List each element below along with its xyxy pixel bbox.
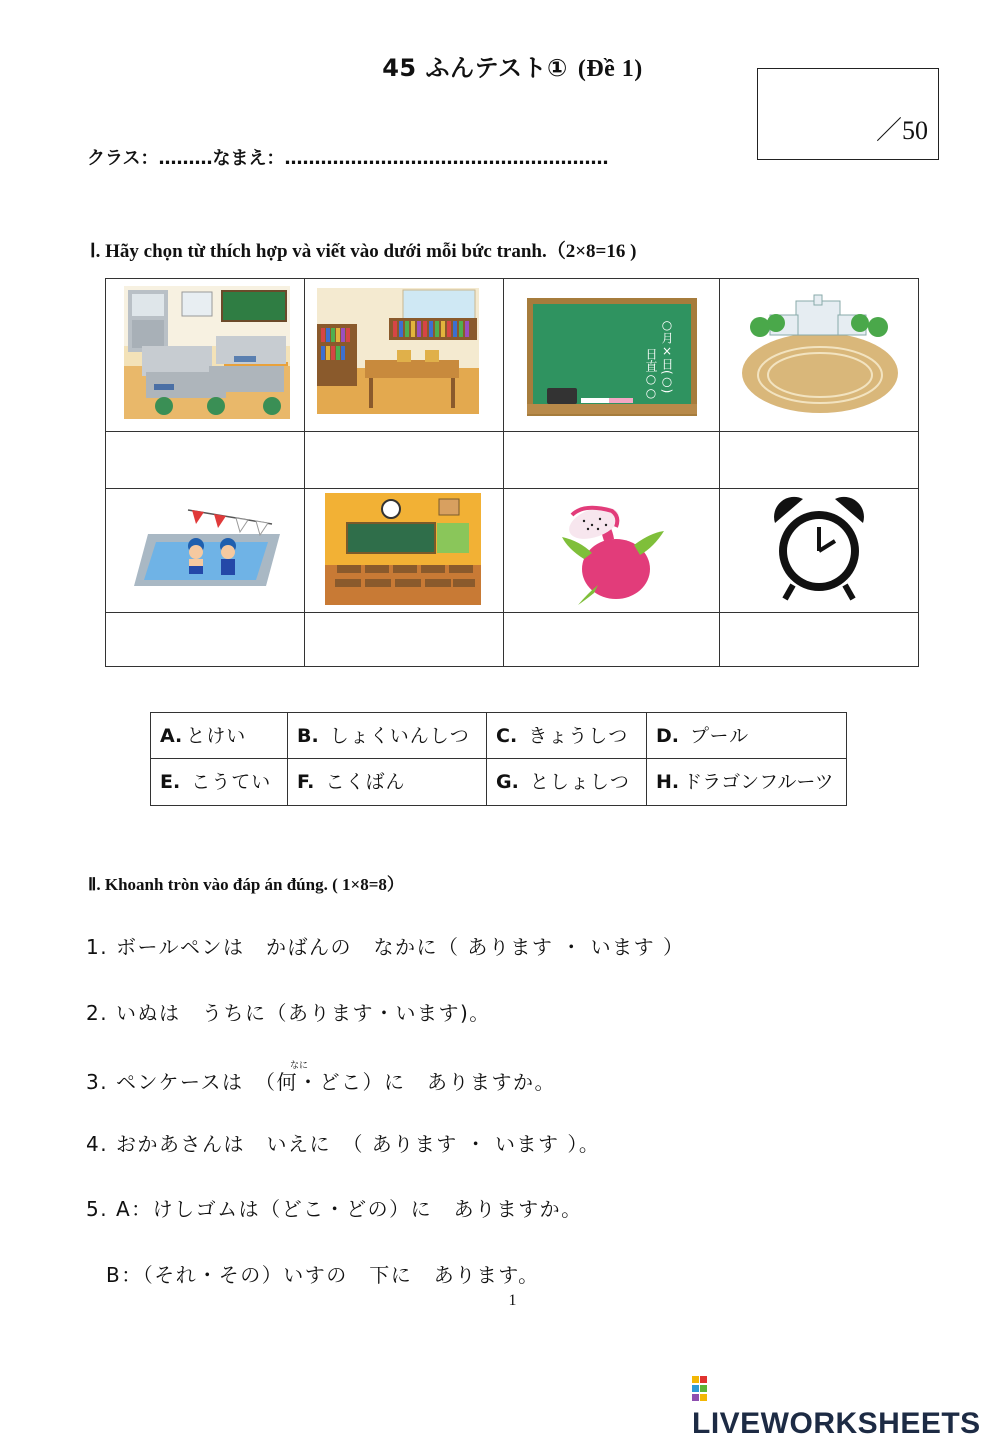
- question-2: 2. いぬは うちに（あります・います)。: [86, 1001, 491, 1025]
- question-3-ruby: なに: [290, 1061, 309, 1071]
- option-c: C. きょうしつ: [496, 725, 629, 747]
- answer-cell-8[interactable]: [720, 613, 918, 666]
- option-a: A. とけい: [160, 725, 247, 747]
- blackboard-image: [527, 298, 697, 416]
- option-f: F. こくばん: [297, 771, 406, 793]
- option-b: B. しょくいんしつ: [297, 725, 470, 747]
- liveworksheets-brand[interactable]: [692, 1373, 1000, 1441]
- word-options-table: [150, 712, 847, 806]
- section2-heading: Ⅱ. Khoanh tròn vào đáp án đúng. ( 1×8=8）: [88, 875, 404, 894]
- blackboard-duty-text: 日直○○: [644, 348, 658, 400]
- option-e: E. こうてい: [160, 771, 272, 793]
- answer-cell-5[interactable]: [106, 613, 304, 666]
- score-text: ／50: [875, 116, 928, 145]
- answer-cell-7[interactable]: [504, 613, 719, 666]
- answer-cell-4[interactable]: [720, 432, 918, 488]
- question-4: 4. おかあさんは いえに （ あります ・ います ）。: [86, 1132, 601, 1156]
- picture-grid: [105, 278, 919, 667]
- alarm-clock-image: [769, 493, 869, 605]
- title-text: 45 ふんテスト①: [382, 54, 568, 82]
- blackboard-date-text: ○月×日(○): [660, 318, 674, 394]
- brand-text: LIVEWORKSHEETS: [692, 1407, 981, 1440]
- liveworksheets-logo-icon: [692, 1376, 714, 1402]
- question-5a: 5. A：けしゴムは（どこ・どの）に ありますか。: [86, 1197, 583, 1221]
- question-3: 3. ペンケースは （何・どこ）に ありますか。: [86, 1070, 557, 1094]
- title-note: (Đề 1): [577, 56, 643, 82]
- answer-cell-1[interactable]: [106, 432, 304, 488]
- option-h: H. ドラゴンフルーツ: [656, 771, 834, 793]
- library-image: [317, 288, 479, 414]
- option-g: G. としょしつ: [496, 771, 630, 793]
- class-name-line: クラス：………なまえ：………………………………………………: [87, 148, 609, 169]
- schoolyard-image: [740, 293, 900, 413]
- dragon-fruit-image: [554, 497, 670, 607]
- answer-cell-3[interactable]: [504, 432, 719, 488]
- page-number: 1: [508, 1292, 517, 1309]
- answer-cell-6[interactable]: [305, 613, 503, 666]
- staff-room-image: [124, 286, 290, 419]
- option-d: D. プール: [656, 725, 750, 747]
- pool-image: [134, 504, 280, 600]
- answer-cell-2[interactable]: [305, 432, 503, 488]
- question-1: 1. ボールペンは かばんの なかに（ あります ・ います ）: [86, 935, 685, 959]
- section1-heading: Ⅰ. Hãy chọn từ thích hợp và viết vào dưới mỗi bức tranh.（2×8=16 ): [90, 241, 637, 262]
- classroom-image: [325, 493, 481, 605]
- question-5b: B：（それ・その）いすの 下に あります。: [106, 1263, 540, 1287]
- score-box: [757, 68, 939, 160]
